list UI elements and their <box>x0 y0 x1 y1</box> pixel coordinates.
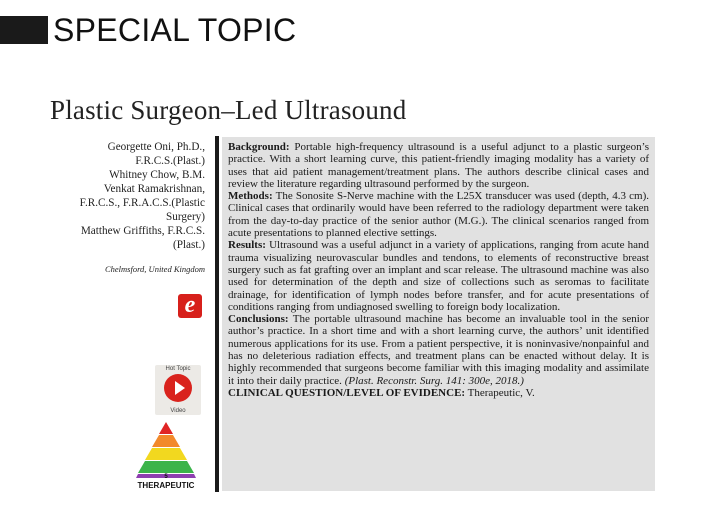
author-line: Surgery) <box>166 211 205 223</box>
conclusions-heading: Conclusions: <box>228 313 289 326</box>
section-bar <box>0 16 48 44</box>
abstract-background <box>228 141 649 190</box>
methods-heading: Methods: <box>228 190 273 203</box>
hot-topic-video-badge[interactable] <box>155 365 201 415</box>
pyramid-level-2 <box>152 435 180 447</box>
background-heading: Background: <box>228 141 290 153</box>
results-text: Ultrasound was a useful adjunct in a variety of applications, ranging from acute hand trauma visualizing neurovascular bundles and tendons, to elements of reconstructive breast surgery such as fat grafting over an implant and scar release. The ultrasound machine was also used for determination of the depth and size of collections such as seromas to facilitate drainage, for identification of lymph nodes before transfer, and for acute presentations of conditions ranging from undiagnosed swelling to foreign body localization. <box>228 239 649 313</box>
author-line: F.R.C.S.(Plast.) <box>135 155 205 167</box>
abstract-level-of-evidence <box>228 387 649 399</box>
author-line: Whitney Chow, B.M. <box>109 169 205 181</box>
author-line: F.R.C.S., F.R.A.C.S.(Plastic <box>79 197 205 209</box>
affiliation: Chelmsford, United Kingdom <box>104 264 205 274</box>
abstract-results <box>228 239 649 313</box>
pyramid-level-4 <box>138 461 194 473</box>
video-label: Video <box>170 408 186 414</box>
level-category: THERAPEUTIC <box>137 481 195 490</box>
abstract-conclusions <box>228 313 649 387</box>
e-content-icon[interactable]: e <box>178 294 202 318</box>
conclusions-text: The portable ultrasound machine has become an invaluable tool in the senior author’s practice. In a short time and with a short learning curve, the authors’ unit identified numerous applications for its use. From a patient perspective, it is noninvasive/nonpainful and has no deleterious radiation effects, and treatment plans can be enacted without delay. It is highly recommended that surgeons become familiar with this imaging modality and assimilate it into their daily practice. <box>228 313 649 387</box>
citation: (Plast. Reconstr. Surg. 141: 300e, 2018.) <box>344 374 524 387</box>
play-icon[interactable] <box>164 374 192 402</box>
hot-topic-label: Hot Topic <box>165 366 191 372</box>
abstract-box <box>222 137 655 491</box>
pyramid-level-3 <box>145 448 187 460</box>
pyramid-level-1 <box>159 422 173 434</box>
results-heading: Results: <box>228 239 266 252</box>
author-list <box>20 140 205 252</box>
author-line: Venkat Ramakrishnan, <box>103 183 205 195</box>
level-number: 5 <box>164 474 168 480</box>
abstract-methods <box>228 190 649 239</box>
author-line: Georgette Oni, Ph.D., <box>107 141 205 153</box>
loe-heading: CLINICAL QUESTION/LEVEL OF EVIDENCE: <box>228 386 466 399</box>
article-title: Plastic Surgeon–Led Ultrasound <box>50 95 407 125</box>
author-line: (Plast.) <box>172 239 205 251</box>
section-title: SPECIAL TOPIC <box>53 12 297 48</box>
background-text: Portable high-frequency ultrasound is a useful adjunct to a plastic surgeon’s practice. With a short learning curve, this patient-friendly imaging modality has a variety of uses that aid patient management/treatment plans. The authors describe clinical cases and review the literature regarding ultrasound performed by the surgeon. <box>228 141 649 190</box>
loe-text: Therapeutic, V. <box>467 386 535 399</box>
abstract-rule <box>215 136 219 492</box>
methods-text: The Sonosite S-Nerve machine with the L25X transducer was used (depth, 4.3 cm). Clinical cases that ordinarily would have been referred to the radiology department were taken from the day-to-day practice of the senior author (M.G.). The clinical scenarios ranged from acute presentations to planned elective settings. <box>228 190 649 240</box>
author-line: Matthew Griffiths, F.R.C.S. <box>80 225 205 237</box>
